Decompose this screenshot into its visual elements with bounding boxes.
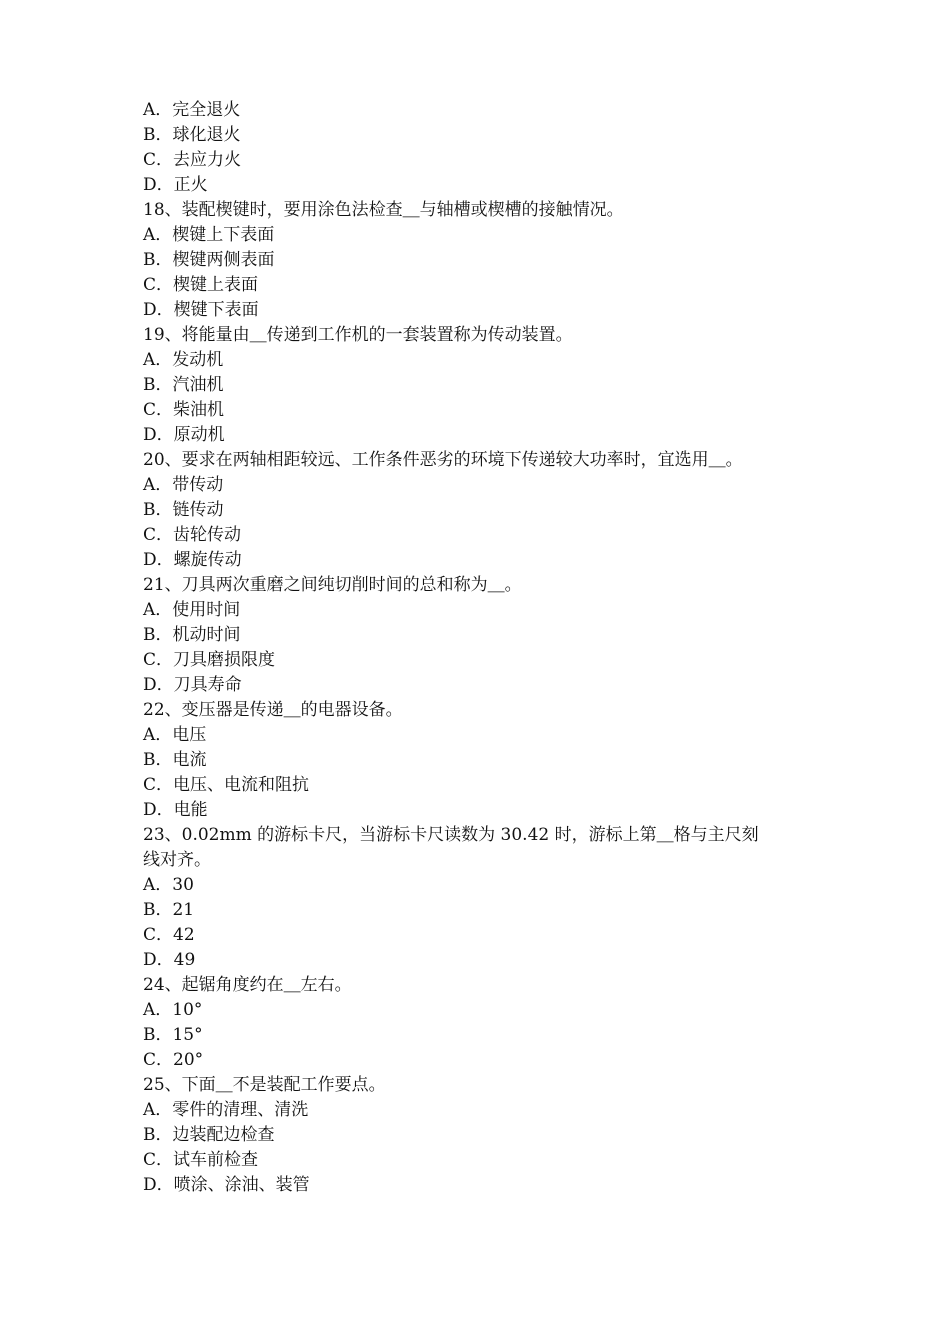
option-19-a: A．发动机: [143, 350, 224, 370]
option-23-b: B．21: [143, 900, 195, 920]
option-18-a: A．楔键上下表面: [143, 225, 275, 245]
option-21-b: B．机动时间: [143, 625, 241, 645]
option-17-a: A．完全退火: [143, 100, 241, 120]
question-20: 20、要求在两轴相距较远、工作条件恶劣的环境下传递较大功率时，宜选用＿。: [143, 450, 743, 470]
option-19-b: B．汽油机: [143, 375, 224, 395]
option-17-b: B．球化退火: [143, 125, 241, 145]
option-22-c: C．电压、电流和阻抗: [143, 775, 310, 795]
option-24-a: A．10°: [143, 1000, 203, 1020]
option-17-c: C．去应力火: [143, 150, 242, 170]
question-23-line-2: 线对齐。: [143, 850, 211, 870]
question-24: 24、起锯角度约在＿左右。: [143, 975, 352, 995]
option-21-d: D．刀具寿命: [143, 675, 242, 695]
question-18: 18、装配楔键时，要用涂色法检查＿与轴槽或楔槽的接触情况。: [143, 200, 624, 220]
option-20-c: C．齿轮传动: [143, 525, 242, 545]
option-17-d: D．正火: [143, 175, 208, 195]
option-23-a: A．30: [143, 875, 194, 895]
question-23-line-1: 23、0.02mm 的游标卡尺，当游标卡尺读数为 30.42 时，游标上第＿格与主尺刻: [143, 825, 759, 845]
option-18-d: D．楔键下表面: [143, 300, 259, 320]
option-23-c: C．42: [143, 925, 195, 945]
option-24-c: C．20°: [143, 1050, 204, 1070]
option-20-d: D．螺旋传动: [143, 550, 242, 570]
option-18-c: C．楔键上表面: [143, 275, 259, 295]
option-21-a: A．使用时间: [143, 600, 241, 620]
question-22: 22、变压器是传递＿的电器设备。: [143, 700, 403, 720]
document-page: [143, 98, 823, 1198]
option-19-d: D．原动机: [143, 425, 225, 445]
option-21-c: C．刀具磨损限度: [143, 650, 276, 670]
question-25: 25、下面＿不是装配工作要点。: [143, 1075, 386, 1095]
option-19-c: C．柴油机: [143, 400, 225, 420]
option-25-c: C．试车前检查: [143, 1150, 259, 1170]
option-20-a: A．带传动: [143, 475, 224, 495]
option-23-d: D．49: [143, 950, 196, 970]
option-25-a: A．零件的清理、清洗: [143, 1100, 309, 1120]
option-25-d: D．喷涂、涂油、装管: [143, 1175, 310, 1195]
option-25-b: B．边装配边检查: [143, 1125, 275, 1145]
option-20-b: B．链传动: [143, 500, 224, 520]
option-18-b: B．楔键两侧表面: [143, 250, 275, 270]
option-22-a: A．电压: [143, 725, 207, 745]
option-22-d: D．电能: [143, 800, 208, 820]
option-22-b: B．电流: [143, 750, 207, 770]
question-21: 21、刀具两次重磨之间纯切削时间的总和称为＿。: [143, 575, 522, 595]
option-24-b: B．15°: [143, 1025, 203, 1045]
question-19: 19、将能量由＿传递到工作机的一套装置称为传动装置。: [143, 325, 573, 345]
